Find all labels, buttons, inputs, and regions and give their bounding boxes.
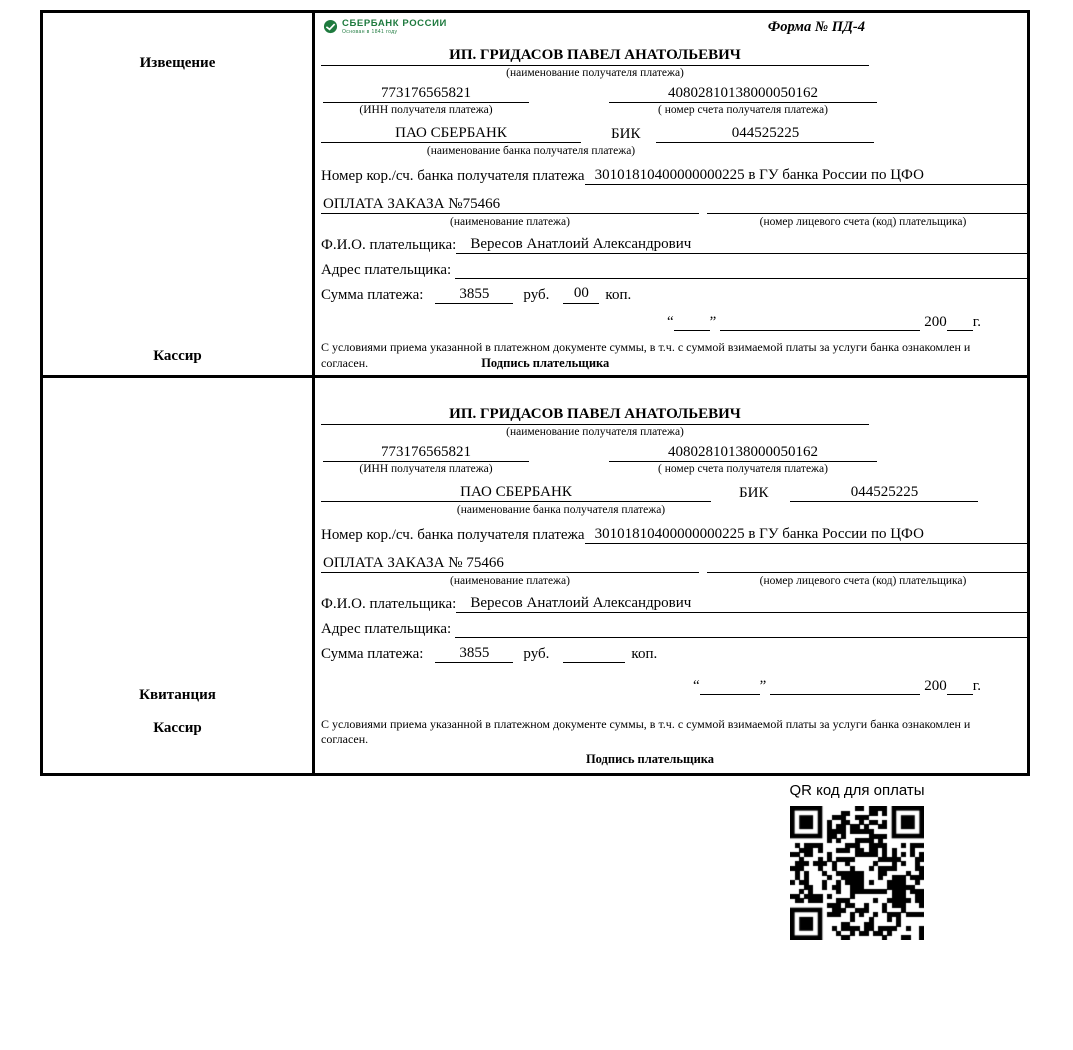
payer-code-caption: (номер лицевого счета (код) плательщика) bbox=[759, 575, 967, 588]
form-number: Форма № ПД-4 bbox=[767, 19, 865, 35]
date-row bbox=[321, 677, 1027, 695]
close-quote: ” bbox=[709, 313, 717, 330]
bik-label: БИК bbox=[739, 484, 769, 501]
date-month-blank bbox=[770, 677, 920, 695]
receipt-body bbox=[315, 378, 1027, 773]
amount-rubles: 3855 bbox=[435, 645, 513, 663]
purpose-row bbox=[321, 554, 1027, 573]
purpose-row bbox=[321, 195, 1027, 214]
amount-rubles: 3855 bbox=[435, 286, 513, 304]
qr-code-image bbox=[790, 806, 924, 940]
bik-label: БИК bbox=[611, 125, 641, 142]
amount-label: Сумма платежа: bbox=[321, 645, 424, 662]
sberbank-logo-text bbox=[342, 19, 447, 35]
payer-address-label: Адрес плательщика: bbox=[321, 620, 452, 637]
notice-slip bbox=[43, 13, 1027, 375]
payee-name: ИП. ГРИДАСОВ ПАВЕЛ АНАТОЛЬЕВИЧ bbox=[321, 406, 869, 425]
corr-account-value: 30101810400000000225 в ГУ банка России по ЦФО bbox=[585, 167, 1027, 185]
open-quote: “ bbox=[692, 677, 700, 694]
payer-address-label: Адрес плательщика: bbox=[321, 261, 452, 278]
cashier-label: Кассир bbox=[153, 720, 202, 736]
purpose-captions-row bbox=[321, 215, 1027, 229]
payer-address-blank bbox=[455, 260, 1027, 279]
corr-account-row bbox=[321, 167, 1027, 185]
sberbank-logo-icon bbox=[323, 19, 338, 34]
year-prefix: 200 bbox=[924, 313, 947, 330]
rubles-label: руб. bbox=[523, 645, 550, 662]
payer-name-value: Вересов Анатлоий Александрович bbox=[456, 595, 1027, 613]
payment-purpose: ОПЛАТА ЗАКАЗА №75466 bbox=[321, 196, 699, 214]
bank-caption: (наименование банка получателя платежа) bbox=[456, 503, 666, 516]
header-row bbox=[323, 19, 1027, 47]
account-value: 40802810138000050162 bbox=[609, 85, 877, 103]
corr-account-value: 30101810400000000225 в ГУ банка России по ЦФО bbox=[585, 526, 1027, 544]
inn-account-row bbox=[321, 444, 1027, 476]
qr-section bbox=[786, 782, 928, 940]
payer-name-row bbox=[321, 236, 1027, 254]
payer-address-row bbox=[321, 619, 1027, 638]
agreement-text: С условиями приема указанной в платежном документе суммы, в т.ч. с суммой взимаемой платы за услуги банка ознакомлен и согласен. bbox=[321, 339, 971, 371]
payment-purpose: ОПЛАТА ЗАКАЗА № 75466 bbox=[321, 555, 699, 573]
purpose-captions-row bbox=[321, 574, 1027, 588]
payee-name-caption: (наименование получателя платежа) bbox=[506, 426, 684, 438]
bank-name: ПАО СБЕРБАНК bbox=[321, 484, 711, 502]
inn-field bbox=[323, 85, 529, 117]
rubles-label: руб. bbox=[523, 286, 550, 303]
receipt-stub bbox=[43, 378, 315, 773]
notice-label: Извещение bbox=[139, 55, 216, 71]
agreement-block bbox=[321, 717, 979, 748]
corr-account-row bbox=[321, 526, 1027, 544]
inn-field bbox=[323, 444, 529, 476]
amount-row bbox=[321, 285, 1027, 304]
account-field bbox=[609, 444, 877, 476]
payer-address-row bbox=[321, 260, 1027, 279]
corr-account-label: Номер кор./сч. банка получателя платежа bbox=[321, 168, 585, 185]
amount-kopecks: 00 bbox=[563, 285, 599, 304]
year-suffix: г. bbox=[972, 677, 981, 694]
payee-name-field bbox=[321, 47, 869, 80]
amount-row bbox=[321, 644, 1027, 663]
year-suffix: г. bbox=[972, 313, 981, 330]
date-day-blank bbox=[674, 313, 710, 331]
payer-name-value: Вересов Анатлоий Александрович bbox=[456, 236, 1027, 254]
corr-account-label: Номер кор./сч. банка получателя платежа bbox=[321, 527, 585, 544]
payer-code-blank bbox=[707, 554, 1027, 573]
payee-name: ИП. ГРИДАСОВ ПАВЕЛ АНАТОЛЬЕВИЧ bbox=[321, 47, 869, 66]
inn-value: 773176565821 bbox=[323, 444, 529, 462]
cashier-label: Кассир bbox=[153, 348, 202, 364]
payee-name-caption: (наименование получателя платежа) bbox=[506, 67, 684, 79]
bank-row bbox=[321, 484, 1027, 502]
payer-signature-label: Подпись плательщика bbox=[481, 356, 610, 371]
agreement-block bbox=[321, 340, 979, 372]
date-row bbox=[321, 313, 1027, 331]
bank-row bbox=[321, 125, 1027, 143]
inn-account-row bbox=[321, 85, 1027, 117]
date-day-blank bbox=[700, 677, 760, 695]
sberbank-brand-text: СБЕРБАНК РОССИИ bbox=[342, 18, 447, 29]
notice-stub bbox=[43, 13, 315, 375]
qr-caption: QR код для оплаты bbox=[789, 782, 925, 799]
kopecks-label: коп. bbox=[605, 286, 632, 303]
payer-signature-label: Подпись плательщика bbox=[585, 751, 715, 766]
purpose-caption: (наименование платежа) bbox=[450, 216, 570, 229]
account-value: 40802810138000050162 bbox=[609, 444, 877, 462]
bank-caption: (наименование банка получателя платежа) bbox=[426, 144, 636, 157]
close-quote: ” bbox=[759, 677, 767, 694]
account-field bbox=[609, 85, 877, 117]
amount-kopecks bbox=[563, 644, 625, 663]
payer-name-label: Ф.И.О. плательщика: bbox=[321, 236, 457, 253]
payment-form-pd4 bbox=[40, 10, 1030, 776]
amount-label: Сумма платежа: bbox=[321, 286, 424, 303]
bik-value: 044525225 bbox=[790, 484, 978, 502]
kopecks-label: коп. bbox=[631, 645, 658, 662]
payer-name-label: Ф.И.О. плательщика: bbox=[321, 595, 457, 612]
payee-name-field bbox=[321, 406, 869, 439]
agreement-text: С условиями приема указанной в платежном документе суммы, в т.ч. с суммой взимаемой платы за услуги банка ознакомлен и согласен. bbox=[321, 716, 971, 747]
bank-name: ПАО СБЕРБАНК bbox=[321, 125, 581, 143]
date-month-blank bbox=[720, 313, 920, 331]
bik-value: 044525225 bbox=[656, 125, 874, 143]
date-year-blank bbox=[947, 313, 973, 331]
inn-caption: (ИНН получателя платежа) bbox=[359, 463, 493, 476]
purpose-caption: (наименование платежа) bbox=[450, 575, 570, 588]
sberbank-logo bbox=[323, 19, 447, 35]
date-year-blank bbox=[947, 677, 973, 695]
payer-code-blank bbox=[707, 195, 1027, 214]
payer-address-blank bbox=[455, 619, 1027, 638]
payer-name-row bbox=[321, 595, 1027, 613]
year-prefix: 200 bbox=[924, 677, 947, 694]
notice-body bbox=[315, 13, 1027, 375]
payer-code-caption: (номер лицевого счета (код) плательщика) bbox=[759, 216, 967, 229]
open-quote: “ bbox=[666, 313, 674, 330]
sberbank-tagline: Основан в 1841 году bbox=[342, 29, 398, 36]
receipt-slip bbox=[43, 375, 1027, 773]
inn-caption: (ИНН получателя платежа) bbox=[359, 104, 493, 117]
account-caption: ( номер счета получателя платежа) bbox=[658, 104, 828, 117]
receipt-label: Квитанция bbox=[139, 687, 216, 703]
inn-value: 773176565821 bbox=[323, 85, 529, 103]
account-caption: ( номер счета получателя платежа) bbox=[658, 463, 828, 476]
